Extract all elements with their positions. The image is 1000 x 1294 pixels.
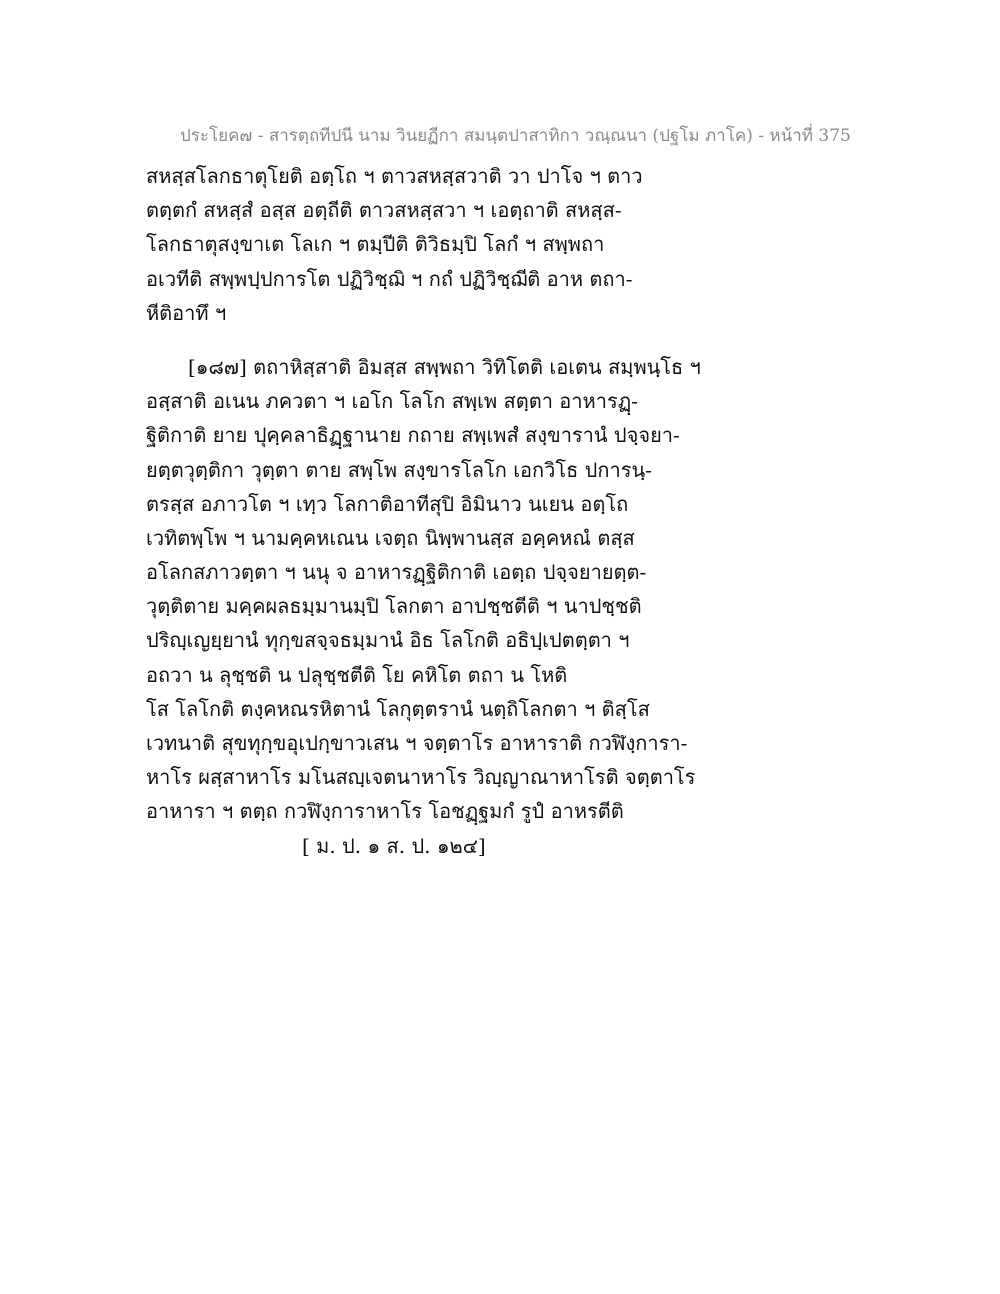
text-line: [๑๘๗] ตถาหิสฺสาติ อิมสฺส สพฺพถา วิทิโตติ เอเตน สมฺพนฺโธ ฯ — [188, 354, 701, 379]
text-line: อถวา น ลุชฺชติ น ปลุชฺชตีติ โย คหิโต ตถา น โหติ — [146, 662, 568, 687]
text-line: อาหารา ฯ ตตฺถ กวฬิงฺการาหาโร โอชฏฺฐมกํ รูปํ อาหรตีติ — [146, 799, 624, 824]
reference-citation: [ ม. ป. ๑ ส. ป. ๑๒๔] — [302, 833, 486, 858]
text-line: หีติอาทึ ฯ — [146, 300, 227, 325]
text-line: ปริญฺเญยฺยานํ ทุกฺขสจฺจธมฺมานํ อิธ โลโกติ อธิปฺเปตตฺตา ฯ — [146, 628, 630, 653]
text-line: โลกธาตุสงฺขาเต โลเก ฯ ตมฺปีติ ติวิธมฺปิ โลกํ ฯ สพฺพถา — [146, 232, 605, 257]
paragraph-2 — [146, 350, 846, 829]
text-line: เวทิตพฺโพ ฯ นามคฺคหเณน เจตฺถ นิพฺพานสฺส อคฺคหณํ ตสฺส — [146, 525, 635, 550]
text-line: สหสฺสโลกธาตุโยติ อตฺโถ ฯ ตาวสหสฺสวาติ วา ปาโจ ฯ ตาว — [146, 164, 643, 188]
text-line: ตรสฺส อภาวโต ฯ เทฺว โลกาติอาทีสุปิ อิมินาว นเยน อตฺโถ — [146, 491, 629, 516]
text-line: อเวทีติ สพฺพปฺปการโต ปฏิวิชฺฌิ ฯ กถํ ปฏิวิชฺฌีติ อาห ตถา- — [146, 266, 633, 291]
text-line: หาโร ผสฺสาหาโร มโนสญฺเจตนาหาโร วิญฺญาณาหาโรติ จตฺตาโร — [146, 765, 696, 790]
text-line: อสฺสาติ อเนน ภควตา ฯ เอโก โลโก สพฺเพ สตฺตา อาหารฏฺ- — [146, 389, 638, 414]
text-line: เวทนาติ สุขทุกฺขอุเปกฺขาวเสน ฯ จตฺตาโร อาหาราติ กวฬิงฺการา- — [146, 731, 688, 755]
text-line: วุตฺติตาย มคฺคผลธมฺมานมฺปิ โลกตา อาปชฺชตีติ ฯ นาปชฺชติ — [146, 594, 642, 619]
paragraph-1 — [146, 159, 846, 330]
text-line: ตตฺตกํ สหสฺสํ อสฺส อตฺถีติ ตาวสหสฺสวา ฯ เอตฺถาติ สหสฺส- — [146, 198, 622, 223]
page-header: ประโยค๗ - สารตฺถทีปนี นาม วินยฏีกา สมนฺตปาสาทิกา วณฺณนา (ปฐโม ภาโค) - หน้าที่ 375 — [180, 126, 851, 146]
text-line: อโลกสภาวตฺตา ฯ นนุ จ อาหารฏฺฐิติกาติ เอตฺถ ปจฺจยายตฺต- — [146, 560, 647, 585]
text-line: ยตฺตวุตฺติกา วุตฺตา ตาย สพฺโพ สงฺขารโลโก เอกวิโธ ปการนฺ- — [146, 457, 652, 482]
text-line: ฐิติกาติ ยาย ปุคฺคลาธิฏฺฐานาย กถาย สพฺเพสํ สงฺขารานํ ปจฺจยา- — [146, 423, 680, 448]
text-line: โส โลโกติ ตงฺคหณรหิตานํ โลกุตฺตรานํ นตฺถิโลกตา ฯ ติสฺโส — [146, 696, 650, 721]
document-body — [146, 159, 846, 863]
